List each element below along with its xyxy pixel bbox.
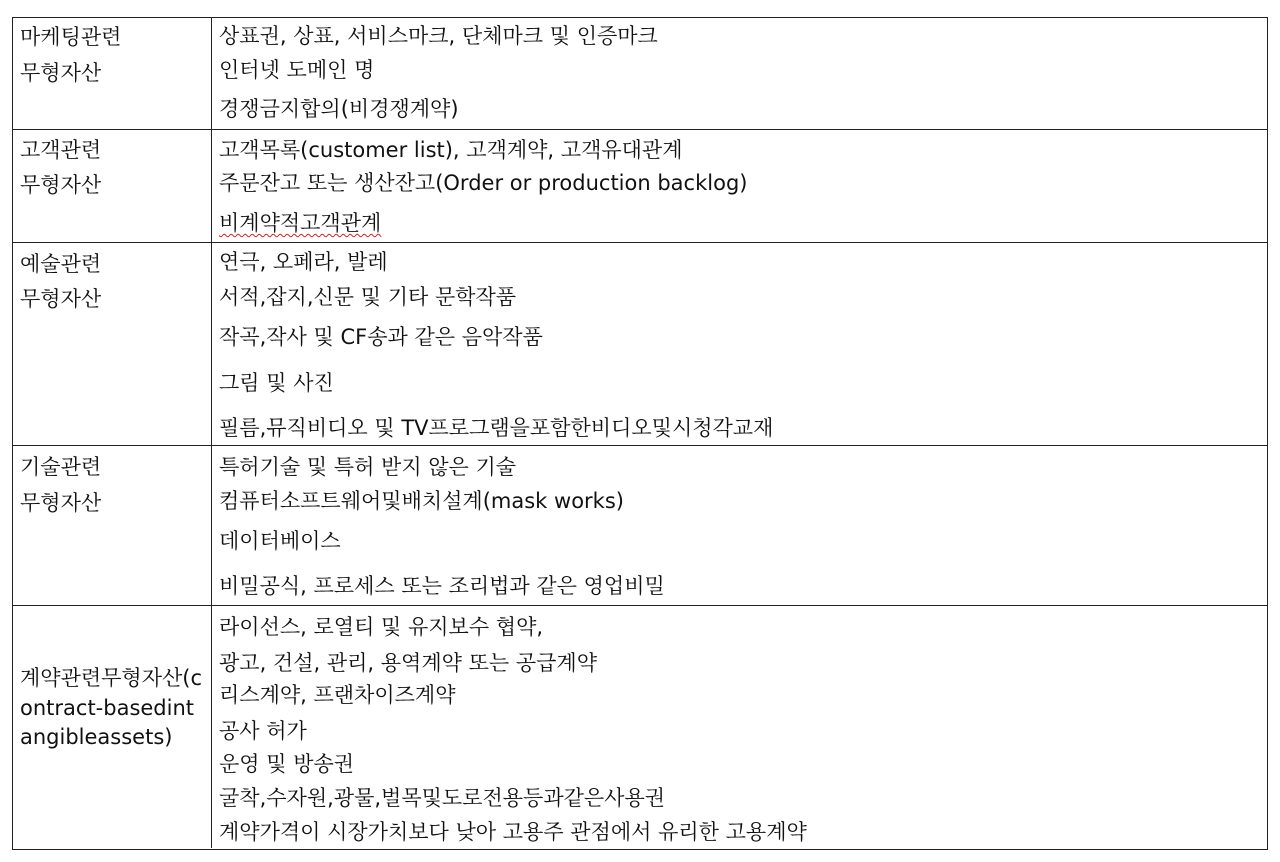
- column-divider: [211, 243, 212, 445]
- asset-item: 비밀공식, 프로세스 또는 조리법과 같은 영업비밀: [219, 574, 665, 598]
- asset-item: 라이선스, 로열티 및 유지보수 협약,: [219, 615, 544, 639]
- asset-item: 광고, 건설, 관리, 용역계약 또는 공급계약: [219, 651, 597, 675]
- asset-item: 경쟁금지합의(비경쟁계약): [219, 97, 459, 121]
- column-divider: [211, 130, 212, 242]
- asset-item: 연극, 오페라, 발레: [219, 250, 388, 274]
- asset-item: 그림 및 사진: [219, 371, 334, 395]
- category-label-line2: 무형자산: [20, 491, 102, 515]
- table-row-art: [13, 243, 1267, 446]
- asset-item: 컴퓨터소프트웨어및배치설계(mask works): [219, 489, 624, 513]
- asset-item-spellcheck: 비계약적고객관계: [219, 211, 382, 235]
- asset-item: 서적,잡지,신문 및 기타 문학작품: [219, 285, 517, 309]
- asset-item: 공사 허가: [219, 719, 307, 743]
- table-row-customer: [13, 130, 1267, 243]
- table-row-marketing: [13, 18, 1267, 130]
- asset-item: 상표권, 상표, 서비스마크, 단체마크 및 인증마크: [219, 24, 658, 48]
- category-label: 계약관련무형자산(contract-basedintangibleassets): [20, 666, 203, 749]
- category-label-line1: 고객관련: [20, 138, 102, 162]
- category-label-line2: 무형자산: [20, 173, 102, 197]
- category-label-line2: 무형자산: [20, 61, 102, 85]
- asset-item: 고객목록(customer list), 고객계약, 고객유대관계: [219, 138, 683, 162]
- asset-item: 굴착,수자원,광물,벌목및도로전용등과같은사용권: [219, 786, 666, 810]
- category-label-line1: 기술관련: [20, 455, 102, 479]
- category-label-line1: 예술관련: [20, 252, 102, 276]
- column-divider: [211, 606, 212, 848]
- asset-item: 리스계약, 프랜차이즈계약: [219, 683, 456, 707]
- asset-item: 데이터베이스: [219, 529, 341, 553]
- asset-item: 필름,뮤직비디오 및 TV프로그램을포함한비디오및시청각교재: [219, 416, 774, 440]
- table-row-contract: [13, 606, 1267, 848]
- category-label-line1: 마케팅관련: [20, 25, 122, 49]
- table-row-technology: [13, 446, 1267, 606]
- asset-item: 작곡,작사 및 CF송과 같은 음악작품: [219, 325, 543, 349]
- asset-item: 특허기술 및 특허 받지 않은 기술: [219, 455, 517, 479]
- asset-item: 주문잔고 또는 생산잔고(Order or production backlog): [219, 171, 748, 195]
- column-divider: [211, 446, 212, 605]
- column-divider: [211, 18, 212, 129]
- asset-item: 운영 및 방송권: [219, 752, 355, 776]
- category-label-line2: 무형자산: [20, 287, 102, 311]
- asset-item: 인터넷 도메인 명: [219, 58, 375, 82]
- intangible-assets-table: [12, 17, 1268, 850]
- asset-item: 계약가격이 시장가치보다 낮아 고용주 관점에서 유리한 고용계약: [219, 820, 807, 844]
